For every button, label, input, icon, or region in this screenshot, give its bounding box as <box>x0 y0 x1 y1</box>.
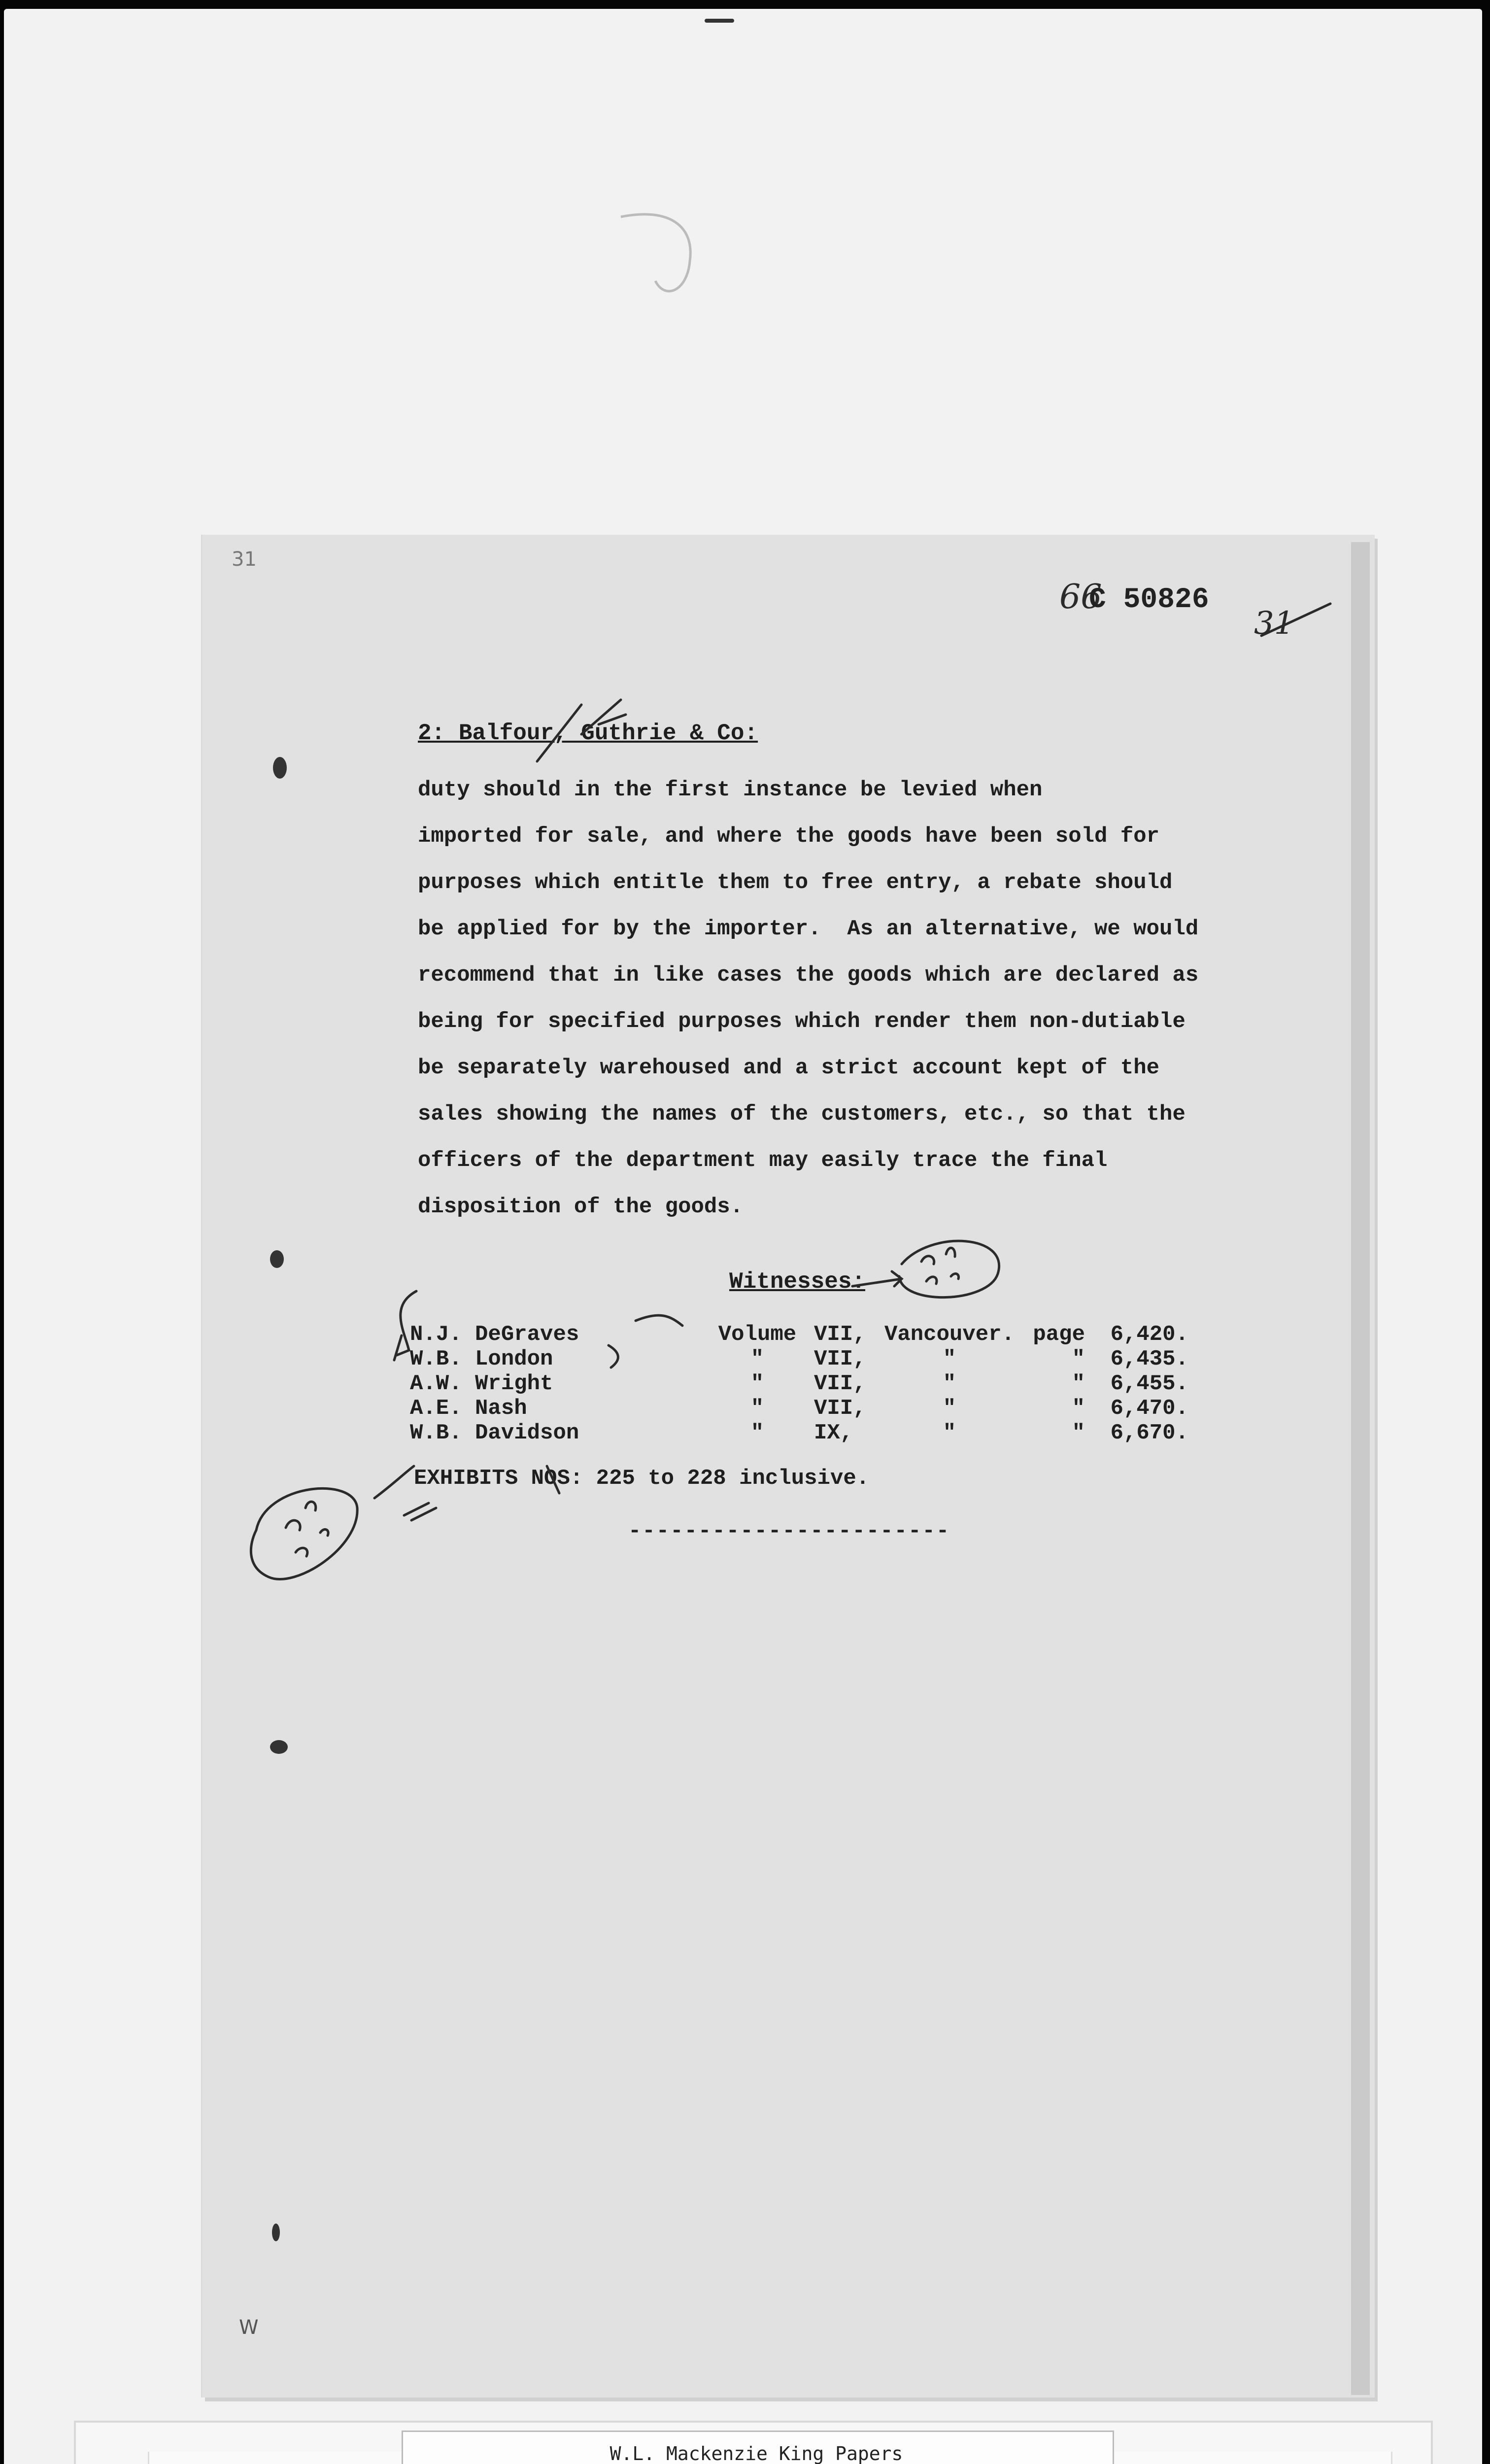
witness-volume-label: " <box>750 1396 764 1421</box>
witness-volume-label: Volume <box>718 1322 797 1347</box>
witness-row <box>410 1371 1188 1396</box>
witness-page: 6,670. <box>1110 1421 1188 1445</box>
witness-row <box>410 1421 1188 1445</box>
witness-row <box>410 1322 1188 1347</box>
witness-volume: VII, <box>814 1371 866 1396</box>
witness-page-label: " <box>1072 1396 1085 1421</box>
witness-name: A.E. Nash <box>410 1396 527 1421</box>
frame-notch-mark <box>705 19 734 23</box>
body-line: being for specified purposes which render them non-dutiable <box>418 1009 1185 1034</box>
witness-city: " <box>943 1421 956 1445</box>
body-paragraph <box>418 767 1198 1230</box>
body-line: duty should in the first instance be levied when <box>418 778 1043 802</box>
corner-mark-w: W <box>239 2316 259 2339</box>
body-line: imported for sale, and where the goods have been sold for <box>418 824 1160 849</box>
witness-page-label: " <box>1072 1421 1085 1445</box>
witness-page-label: page <box>1033 1322 1085 1347</box>
body-line: be applied for by the importer. As an alternative, we would <box>418 917 1199 941</box>
witness-city: Vancouver. <box>884 1322 1015 1347</box>
witness-name: W.B. Davidson <box>410 1421 579 1445</box>
witness-volume: VII, <box>814 1396 866 1421</box>
witness-volume: VII, <box>814 1347 866 1371</box>
witness-name: W.B. London <box>410 1347 553 1371</box>
witness-name: N.J. DeGraves <box>410 1322 579 1347</box>
exhibits-line: EXHIBITS NOS: 225 to 228 inclusive. <box>414 1466 870 1491</box>
collection-name <box>402 2442 1111 2464</box>
witness-page: 6,470. <box>1110 1396 1188 1421</box>
handwritten-note-66: 66 <box>1059 578 1102 616</box>
document-number: C 50826 <box>1089 584 1209 616</box>
body-line: purposes which entitle them to free entry, a rebate should <box>418 870 1173 895</box>
witness-city: " <box>943 1396 956 1421</box>
stray-pencil-loop <box>611 207 719 306</box>
body-line: disposition of the goods. <box>418 1195 744 1219</box>
witness-city: " <box>943 1371 956 1396</box>
body-line: recommend that in like cases the goods which are declared as <box>418 963 1199 988</box>
witness-row <box>410 1396 1188 1421</box>
witness-page: 6,420. <box>1110 1322 1188 1347</box>
witness-page-label: " <box>1072 1371 1085 1396</box>
body-line: officers of the department may easily trace the final <box>418 1148 1108 1173</box>
body-line: sales showing the names of the customers, etc., so that the <box>418 1102 1185 1127</box>
witnesses-heading: Witnesses: <box>729 1269 866 1295</box>
witness-volume-label: " <box>750 1347 764 1371</box>
witness-volume: VII, <box>814 1322 866 1347</box>
witness-volume: IX, <box>814 1421 853 1445</box>
collection-title: W.L. Mackenzie King Papers <box>610 2443 903 2464</box>
handwritten-page-number: 31 <box>1254 605 1294 642</box>
witness-volume-label: " <box>750 1371 764 1396</box>
witness-city: " <box>943 1347 956 1371</box>
page-edge-shadow <box>1351 542 1370 2395</box>
witness-volume-label: " <box>750 1421 764 1445</box>
section-heading: 2: Balfour, Guthrie & Co: <box>418 720 758 746</box>
page-corner-number: 31 <box>232 548 257 571</box>
witness-page-label: " <box>1072 1347 1085 1371</box>
body-line: be separately warehoused and a strict account kept of the <box>418 1056 1160 1080</box>
witness-page: 6,435. <box>1110 1347 1188 1371</box>
witness-page: 6,455. <box>1110 1371 1188 1396</box>
witness-name: A.W. Wright <box>410 1371 553 1396</box>
witness-row <box>410 1347 1188 1371</box>
separator-line: ----------------------- <box>628 1519 950 1543</box>
witnesses-table <box>410 1322 1188 1445</box>
